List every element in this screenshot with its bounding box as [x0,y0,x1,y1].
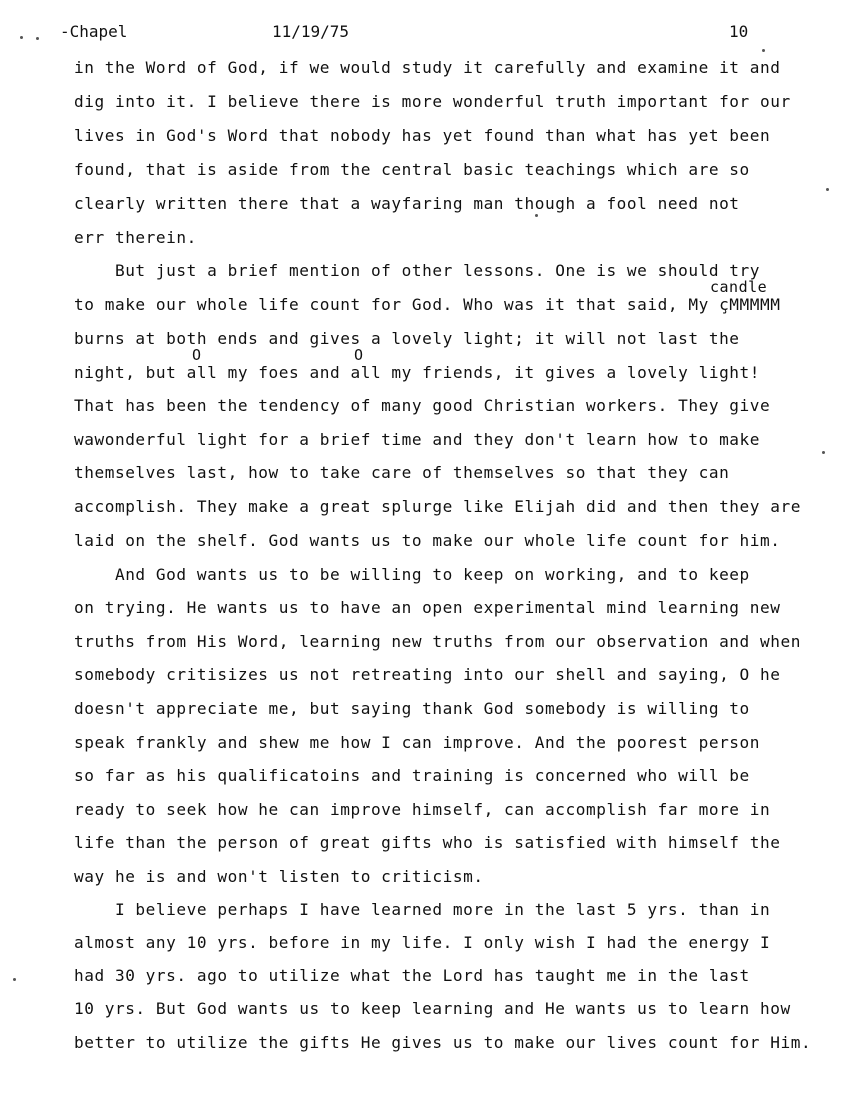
text-line: night, but all my foes and all my friends, it gives a lovely light! [74,363,761,382]
page-header [0,22,847,46]
interlinear-note: candle [710,278,768,296]
text-line: And God wants us to be willing to keep on working, and to keep [74,565,750,584]
text-line: almost any 10 yrs. before in my life. I only wish I had the energy I [74,933,771,952]
text-line: laid on the shelf. God wants us to make our whole life count for him. [74,531,781,550]
text-line: But just a brief mention of other lessons. One is we should try [74,261,761,280]
text-line: That has been the tendency of many good Christian workers. They give [74,396,771,415]
scan-speck [762,49,765,52]
text-line: themselves last, how to take care of themselves so that they can [74,463,730,482]
text-line: speak frankly and shew me how I can improve. And the poorest person [74,733,761,752]
text-line: in the Word of God, if we would study it carefully and examine it and [74,58,781,77]
page-number: 10 [729,22,749,41]
scan-speck [822,451,825,454]
text-line: wawonderful light for a brief time and they don't learn how to make [74,430,761,449]
text-line: err therein. [74,228,197,247]
text-line: 10 yrs. But God wants us to keep learning and He wants us to learn how [74,999,791,1018]
text-line: found, that is aside from the central basic teachings which are so [74,160,750,179]
text-line: ready to seek how he can improve himself, can accomplish far more in [74,800,771,819]
scan-speck [826,188,829,191]
header-title: -Chapel [60,22,128,41]
text-line: lives in God's Word that nobody has yet found than what has yet been [74,126,771,145]
text-line: I believe perhaps I have learned more in the last 5 yrs. than in [74,900,771,919]
scan-speck [20,36,23,39]
header-date: 11/19/75 [272,22,350,41]
text-line: had 30 yrs. ago to utilize what the Lord has taught me in the last [74,966,750,985]
text-line: clearly written there that a wayfaring man though a fool need not [74,194,740,213]
text-line: doesn't appreciate me, but saying thank God somebody is willing to [74,699,750,718]
text-line: way he is and won't listen to criticism. [74,867,484,886]
interlinear-note: O [192,346,202,364]
text-line: to make our whole life count for God. Who was it that said, My çMMMMM [74,295,781,314]
text-line: accomplish. They make a great splurge like Elijah did and then they are [74,497,801,516]
scan-speck [36,37,39,40]
text-line: dig into it. I believe there is more wonderful truth important for our [74,92,791,111]
text-line: burns at both ends and gives a lovely light; it will not last the [74,329,740,348]
text-line: somebody critisizes us not retreating into our shell and saying, O he [74,665,781,684]
scan-speck [13,978,16,981]
text-line: on trying. He wants us to have an open experimental mind learning new [74,598,781,617]
text-line: truths from His Word, learning new truths from our observation and when [74,632,801,651]
interlinear-note: O [354,346,364,364]
text-line: life than the person of great gifts who is satisfied with himself the [74,833,781,852]
scan-speck [535,214,538,217]
text-line: better to utilize the gifts He gives us to make our lives count for Him. [74,1033,812,1052]
text-line: so far as his qualificatoins and training is concerned who will be [74,766,750,785]
